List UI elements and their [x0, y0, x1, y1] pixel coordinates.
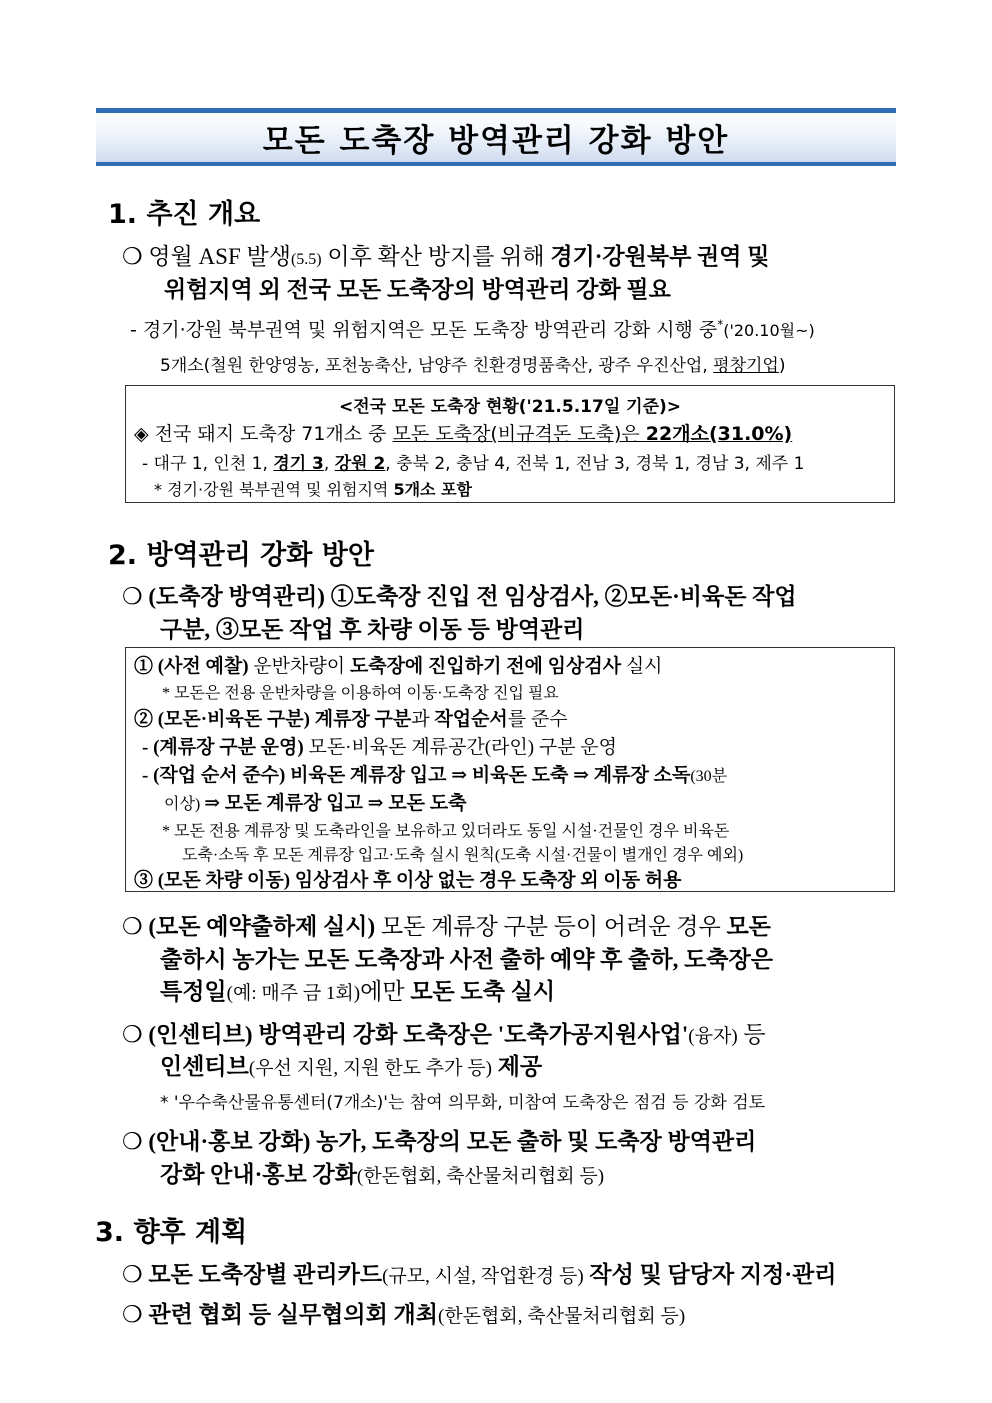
measure-2-sub-2-cont: 이상) ⇒ 모돈 계류장 입고 ⇒ 모돈 도축	[164, 793, 467, 814]
measures-box	[125, 647, 895, 892]
s2-bullet-2-line-2: 출하시 농가는 모돈 도축장과 사전 출하 예약 후 출하, 도축장은	[160, 947, 773, 972]
status-box	[125, 385, 895, 503]
measure-2-sub-1: - (계류장 구분 운영) 모돈·비육돈 계류공간(라인) 구분 운영	[142, 737, 618, 758]
title-banner	[96, 108, 896, 166]
status-box-line-2: - 대구 1, 인천 1, 경기 3, 강원 2, 충북 2, 충남 4, 전북 1, 전남 3, 경북 1, 경남 3, 제주 1	[142, 454, 805, 474]
s2-bullet-4-line-1: ❍ (안내·홍보 강화) 농가, 도축장의 모돈 출하 및 도축장 방역관리	[122, 1129, 757, 1155]
section-3-heading: 3. 향후 계획	[95, 1217, 248, 1248]
s2-bullet-3-line-1: ❍ (인센티브) 방역관리 강화 도축장은 '도축가공지원사업'(융자) 등	[122, 1022, 766, 1048]
bullet-icon: ❍	[122, 914, 143, 940]
status-box-line-1: ◈ 전국 돼지 도축장 71개소 중 모돈 도축장(비규격돈 도축)은 22개소(31.0%)	[134, 423, 793, 445]
bullet-icon: ❍	[122, 1262, 143, 1288]
measure-2-note-line-1: * 모돈 전용 계류장 및 도축라인을 보유하고 있더라도 동일 시설·건물인 경우 비육돈	[162, 823, 730, 840]
measure-2-note-line-2: 도축·소독 후 모돈 계류장 입고·도축 실시 원칙(도축 시설·건물이 별개인 경우 예외)	[182, 847, 744, 864]
s2-bullet-1-line-1: ❍ (도축장 방역관리) ①도축장 진입 전 임상검사, ②모돈·비육돈 작업	[122, 584, 797, 610]
status-box-title: <전국 모돈 도축장 현황('21.5.17일 기준)>	[338, 397, 682, 417]
page-title: 모돈 도축장 방역관리 강화 방안	[262, 123, 730, 159]
measure-2-sub-2: - (작업 순서 준수) 비육돈 계류장 입고 ⇒ 비육돈 도축 ⇒ 계류장 소독(30분	[142, 765, 728, 786]
bullet-icon: ❍	[122, 1302, 143, 1328]
measure-3: ③ (모돈 차량 이동) 임상검사 후 이상 없는 경우 도축장 외 이동 허용	[134, 870, 682, 891]
measure-1: ① (사전 예찰) 운반차량이 도축장에 진입하기 전에 임상검사 실시	[134, 656, 663, 677]
bullet-icon: ❍	[122, 1129, 143, 1155]
measure-2: ② (모돈·비육돈 구분) 계류장 구분과 작업순서를 준수	[134, 709, 568, 730]
s2-bullet-1-line-2: 구분, ③모돈 작업 후 차량 이동 등 방역관리	[160, 617, 585, 642]
s1-bullet-1-line-1: ❍ 영월 ASF 발생(5.5) 이후 확산 방지를 위해 경기·강원북부 권역 및	[122, 244, 770, 270]
s2-bullet-3-note: * '우수축산물유통센터(7개소)'는 참여 의무화, 미참여 도축장은 점검 등 강화 검토	[160, 1093, 766, 1113]
bullet-icon: ❍	[122, 584, 143, 610]
s2-bullet-2-line-3: 특정일(예: 매주 금 1회)에만 모돈 도축 실시	[160, 979, 556, 1004]
status-box-line-3: * 경기·강원 북부권역 및 위험지역 5개소 포함	[154, 480, 472, 499]
measure-1-note: * 모돈은 전용 운반차량을 이용하여 이동·도축장 진입 필요	[162, 685, 559, 702]
section-1-heading: 1. 추진 개요	[108, 199, 261, 230]
s3-bullet-2: ❍ 관련 협회 등 실무협의회 개최(한돈협회, 축산물처리협회 등)	[122, 1302, 686, 1328]
bullet-icon: ❍	[122, 1022, 143, 1048]
s1-dash-1: - 경기·강원 북부권역 및 위험지역은 모돈 도축장 방역관리 강화 시행 중*('20.10월~)	[130, 317, 815, 341]
section-2-heading: 2. 방역관리 강화 방안	[108, 540, 374, 571]
s2-bullet-4-line-2: 강화 안내·홍보 강화(한돈협회, 축산물처리협회 등)	[160, 1162, 605, 1187]
s1-note-1: 5개소(철원 한양영농, 포천농축산, 남양주 친환경명품축산, 광주 우진산업, 평창기업)	[160, 356, 786, 376]
s2-bullet-2-line-1: ❍ (모돈 예약출하제 실시) 모돈 계류장 구분 등이 어려운 경우 모돈	[122, 914, 771, 940]
s3-bullet-1: ❍ 모돈 도축장별 관리카드(규모, 시설, 작업환경 등) 작성 및 담당자 지정·관리	[122, 1262, 837, 1288]
s2-bullet-3-line-2: 인센티브(우선 지원, 지원 한도 추가 등) 제공	[160, 1054, 543, 1079]
s1-bullet-1-line-2: 위험지역 외 전국 모돈 도축장의 방역관리 강화 필요	[164, 277, 671, 302]
bullet-icon: ❍	[122, 244, 143, 270]
